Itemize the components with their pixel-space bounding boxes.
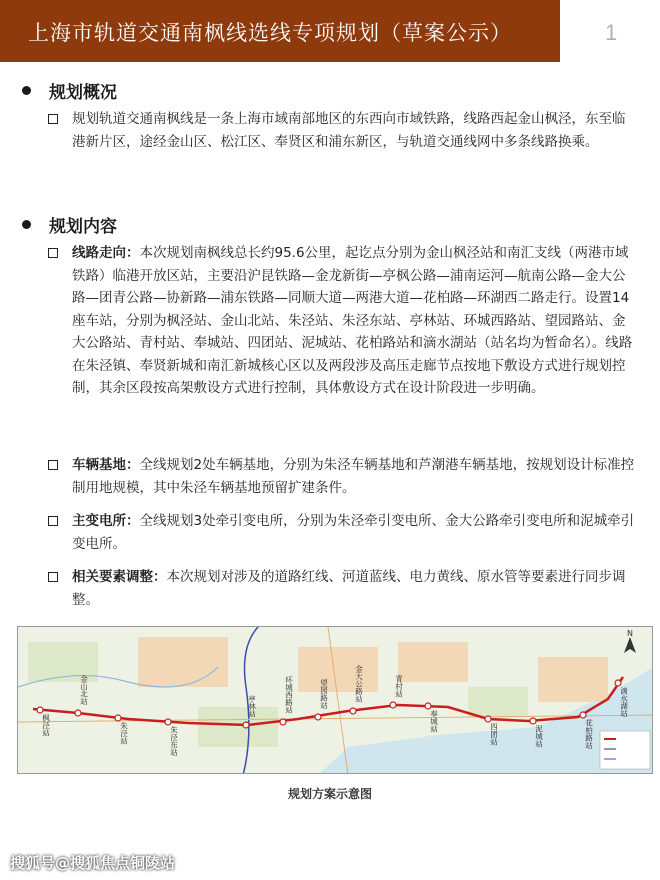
land-patch [468,687,528,717]
land-patch [198,707,278,747]
header-bar [0,0,560,62]
station-label: 金山北站 [79,675,89,705]
bullet-dot-icon [22,86,31,95]
station-label: 泥城站 [534,725,544,748]
station-marker [165,719,171,725]
section-heading-text: 规划内容 [49,217,117,237]
station-label: 金大公路站 [354,665,364,703]
section-heading-content [22,212,117,237]
station-label: 枫泾站 [41,714,51,737]
station-label: 亭林站 [247,695,257,718]
content-item-substation [48,510,638,555]
item-text: 本次规划对涉及的道路红线、河道蓝线、电力黄线、原水管等要素进行同步调整。 [72,569,626,608]
station-label: 四团站 [489,723,499,746]
urban-area [298,647,378,692]
checkbox-bullet-icon [48,572,58,582]
station-marker [390,702,396,708]
station-marker [425,703,431,709]
station-label: 朱泾东站 [169,726,179,756]
item-text: 全线规划2处车辆基地，分别为朱泾车辆基地和芦潮港车辆基地，按规划设计标准控制用地规模，其中朱泾车辆基地预留扩建条件。 [72,457,635,496]
item-label: 相关要素调整： [72,569,167,585]
urban-area [398,642,468,682]
station-label: 环城西路站 [284,676,294,714]
page-number: 1 [605,20,618,45]
item-label: 线路走向： [72,245,140,261]
section-heading-text: 规划概况 [49,83,117,103]
station-label: 望园路站 [319,679,329,709]
checkbox-bullet-icon [48,248,58,258]
urban-area [138,637,228,687]
checkbox-bullet-icon [48,460,58,470]
station-marker [485,716,491,722]
route-map-svg [18,627,653,774]
station-label: 青村站 [394,675,404,698]
station-marker [243,722,249,728]
item-text: 本次规划南枫线总长约95.6公里，起讫点分别为金山枫泾站和南汇支线（两港市域铁路）临港开放区站，主要沿沪昆铁路—金龙新街—亭枫公路—浦南运河—航南公路—金大公路—团青公路—协新路—浦东铁路—同顺大道—两港大道—花柏路—环湖西二路走行。设置14座车站，分别为枫泾站、金山北站、朱泾站、朱泾东站、亭林站、环城西路站、望园路站、金大公路站、青村站、奉城站、四团站、泥城站、花柏路站和滴水湖站（站名均为暂命名）。线路在朱泾镇、奉贤新城和南汇新城核心区以及两段涉及高压走廊节点按地下敷设方式进行规划控制，其余区段按高架敷设方式进行控制，具体敷设方式在设计阶段进一步明确。 [72,245,633,396]
item-label: 车辆基地： [72,457,140,473]
station-marker [530,718,536,724]
item-text: 全线规划3处牵引变电所，分别为朱泾牵引变电所、金大公路牵引变电所和泥城牵引变电所。 [72,513,635,552]
station-label: 花柏路站 [584,719,594,749]
watermark: 搜狐号@搜狐焦点铜陵站 [10,854,176,872]
route-map [17,626,653,774]
checkbox-bullet-icon [48,516,58,526]
overview-text: 规划轨道交通南枫线是一条上海市域南部地区的东西向市域铁路，线路西起金山枫泾，东至临港新片区，途经金山区、松江区、奉贤区和浦东新区，与轨道交通线网中多条线路换乘。 [72,111,626,150]
bullet-dot-icon [22,220,31,229]
svg-text:N: N [627,629,633,638]
section-heading-overview [22,78,117,103]
station-label: 滴水湖站 [619,687,629,717]
station-marker [580,712,586,718]
station-marker [37,707,43,713]
item-label: 主变电所： [72,513,140,529]
station-marker [75,710,81,716]
content-item-route [48,242,638,400]
station-label: 奉城站 [429,710,439,733]
overview-paragraph [48,108,638,153]
station-marker [315,714,321,720]
content-item-depot [48,454,638,499]
station-marker [615,680,621,686]
page-title: 上海市轨道交通南枫线选线专项规划（草案公示） [28,21,512,45]
map-caption: 规划方案示意图 [287,787,372,801]
north-arrow-icon [624,629,636,653]
urban-area [538,657,608,702]
station-marker [350,708,356,714]
content-item-adjustment [48,566,638,611]
checkbox-bullet-icon [48,114,58,124]
station-label: 朱泾站 [119,722,129,745]
station-marker [280,719,286,725]
station-marker [115,715,121,721]
map-legend [600,731,650,769]
